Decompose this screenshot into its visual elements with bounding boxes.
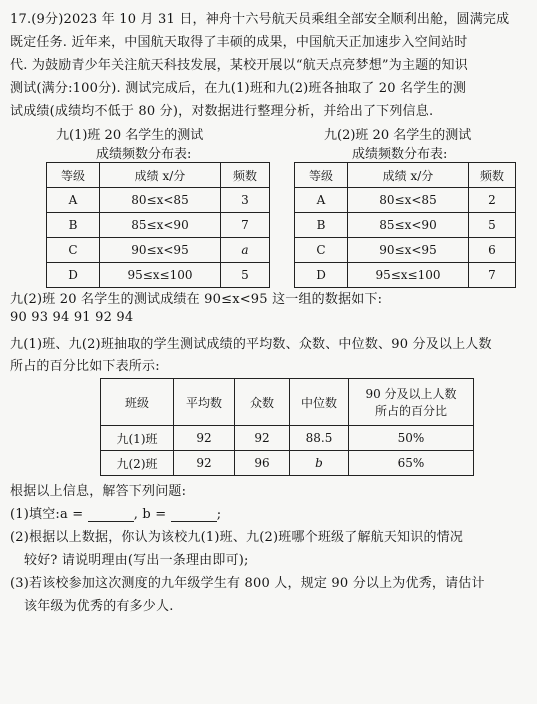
table-cell: B — [47, 213, 100, 238]
table-cell: a — [221, 238, 270, 263]
group-data-values: 90 93 94 91 92 94 — [10, 310, 134, 325]
table1-frequency — [46, 162, 270, 288]
stats-intro-line-2: 所占的百分比如下表所示: — [10, 359, 160, 374]
stats-intro-line-1: 九(1)班、九(2)班抽取的学生测试成绩的平均数、众数、中位数、90 分及以上人数 — [10, 337, 492, 352]
question-2-line-1: (2)根据以上数据，你认为该校九(1)班、九(2)班哪个班级了解航天知识的情况 — [10, 530, 464, 545]
table-header-cell: 等级 — [47, 163, 100, 188]
problem-intro-line-4: 测试(满分:100分). 测试完成后，在九(1)班和九(2)班各抽取了 20 名学生的测 — [10, 81, 467, 96]
table-cell: 50% — [349, 426, 474, 451]
table-cell: 7 — [221, 213, 270, 238]
table-cell: 80≤x<85 — [348, 188, 469, 213]
table1-caption-line-1: 九(1)班 20 名学生的测试 — [56, 128, 204, 143]
table-header-cell: 中位数 — [290, 379, 349, 426]
questions-lead: 根据以上信息，解答下列问题: — [10, 484, 187, 499]
table-cell: 85≤x<90 — [100, 213, 221, 238]
q1-end: ; — [216, 507, 222, 522]
question-3-line-2: 该年级为优秀的有多少人. — [24, 599, 174, 614]
table-cell: 88.5 — [290, 426, 349, 451]
table-cell: 7 — [469, 263, 516, 288]
table-cell: 95≤x≤100 — [348, 263, 469, 288]
table-cell: 80≤x<85 — [100, 188, 221, 213]
table-header-cell: 班级 — [101, 379, 174, 426]
table-row — [295, 213, 516, 238]
table-cell: 5 — [221, 263, 270, 288]
table-cell: 6 — [469, 238, 516, 263]
table-cell: 九(2)班 — [101, 451, 174, 476]
table-cell: 65% — [349, 451, 474, 476]
table-row — [47, 263, 270, 288]
table-row — [295, 188, 516, 213]
table-row — [295, 238, 516, 263]
table-row — [47, 188, 270, 213]
q1-mid: , b = — [133, 507, 167, 522]
table-cell: 九(1)班 — [101, 426, 174, 451]
table-row — [295, 263, 516, 288]
problem-intro-line-5: 试成绩(成绩均不低于 80 分)，对数据进行整理分析，并给出了下列信息. — [10, 104, 434, 119]
table1-caption-line-2: 成绩频数分布表: — [96, 147, 192, 162]
table-cell: D — [295, 263, 348, 288]
table-cell: 90≤x<95 — [348, 238, 469, 263]
question-2-line-2: 较好? 请说明理由(写出一条理由即可); — [24, 553, 249, 568]
problem-intro-line-3: 代. 为鼓励青少年关注航天科技发展，某校开展以“航天点亮梦想”为主题的知识 — [10, 58, 468, 73]
table-header-cell: 频数 — [221, 163, 270, 188]
header-text-line: 所占的百分比 — [374, 404, 447, 418]
answer-blank-a[interactable] — [88, 509, 134, 522]
table-header-row — [47, 163, 270, 188]
table-cell: 85≤x<90 — [348, 213, 469, 238]
table-header-cell: 众数 — [235, 379, 290, 426]
table-cell: 3 — [221, 188, 270, 213]
problem-intro-line-2: 既定任务. 近年来，中国航天取得了丰硕的成果，中国航天正加速步入空间站时 — [10, 35, 468, 50]
table-header-row — [295, 163, 516, 188]
table-header-cell — [349, 379, 474, 426]
table2-frequency — [294, 162, 516, 288]
table-cell: 90≤x<95 — [100, 238, 221, 263]
answer-blank-b[interactable] — [171, 509, 217, 522]
table-cell: 92 — [235, 426, 290, 451]
table-cell: 2 — [469, 188, 516, 213]
table-cell: B — [295, 213, 348, 238]
table-row — [47, 213, 270, 238]
table-header-cell: 平均数 — [174, 379, 235, 426]
table-header-cell: 成绩 x/分 — [100, 163, 221, 188]
table-cell: A — [295, 188, 348, 213]
stats-table — [100, 378, 474, 476]
table2-caption-line-2: 成绩频数分布表: — [352, 147, 448, 162]
question-1 — [10, 503, 530, 522]
table-cell: A — [47, 188, 100, 213]
table-header-cell: 等级 — [295, 163, 348, 188]
table-cell: 5 — [469, 213, 516, 238]
table-cell: 96 — [235, 451, 290, 476]
problem-intro-line-1: 17.(9分)2023 年 10 月 31 日，神舟十六号航天员乘组全部安全顺利出舱，圆满完成 — [10, 12, 510, 27]
q1-prefix: (1)填空:a = — [10, 507, 84, 522]
table-header-row — [101, 379, 474, 426]
table-row — [101, 426, 474, 451]
table-header-cell: 成绩 x/分 — [348, 163, 469, 188]
table-cell: D — [47, 263, 100, 288]
table-cell: C — [47, 238, 100, 263]
table-cell: 92 — [174, 426, 235, 451]
table-cell: b — [290, 451, 349, 476]
table-row — [47, 238, 270, 263]
table-cell: C — [295, 238, 348, 263]
table-cell: 92 — [174, 451, 235, 476]
question-3-line-1: (3)若该校参加这次测度的九年级学生有 800 人，规定 90 分以上为优秀，请估计 — [10, 576, 485, 591]
header-text-line: 90 分及以上人数 — [365, 387, 457, 401]
table2-caption-line-1: 九(2)班 20 名学生的测试 — [324, 128, 472, 143]
table-cell: 95≤x≤100 — [100, 263, 221, 288]
group-data-label: 九(2)班 20 名学生的测试成绩在 90≤x<95 这一组的数据如下: — [10, 292, 383, 307]
table-row — [101, 451, 474, 476]
table-header-cell: 频数 — [469, 163, 516, 188]
